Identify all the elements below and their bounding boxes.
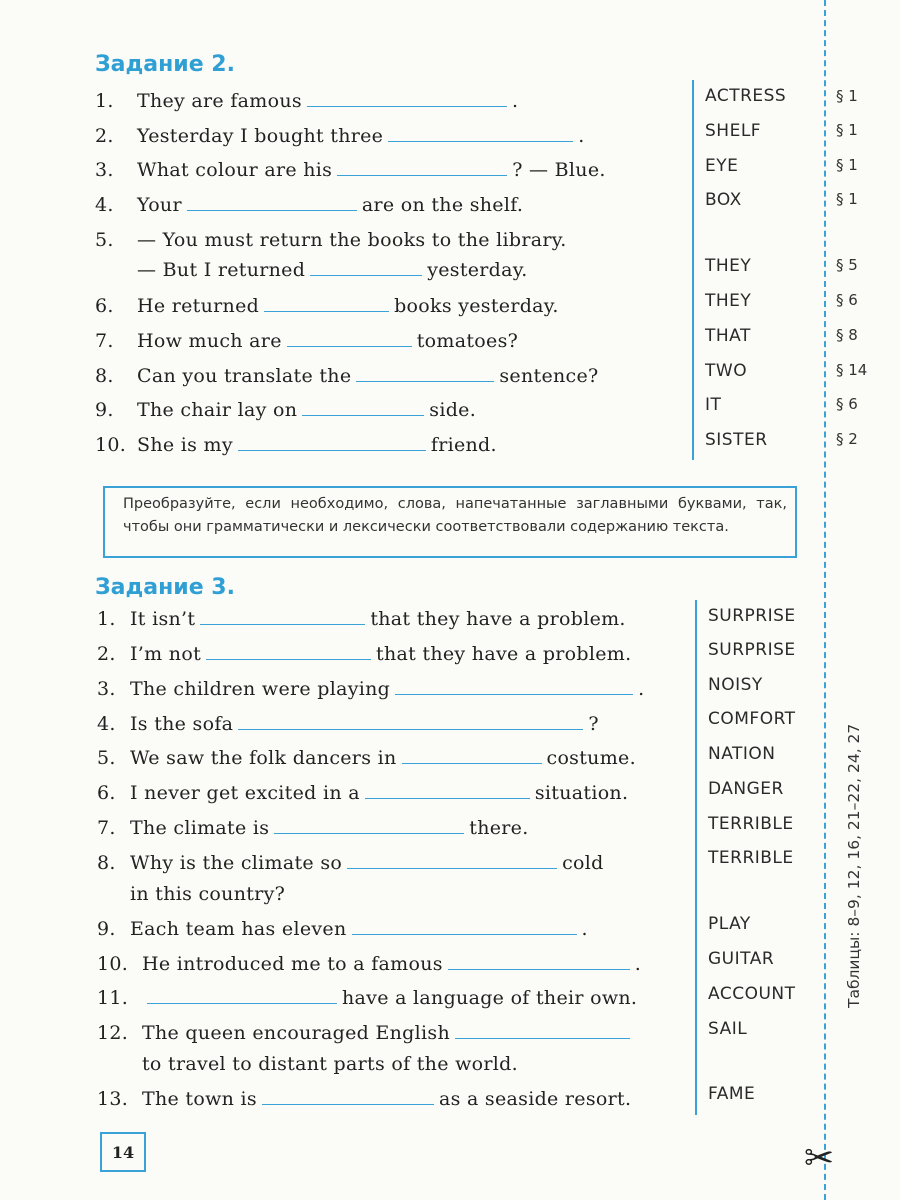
task3-item-7	[97, 816, 529, 840]
answer-blank[interactable]	[264, 297, 389, 312]
sentence-part: The climate is	[130, 817, 270, 839]
grammar-ref: § 1	[836, 156, 858, 174]
grammar-ref: § 1	[836, 87, 858, 105]
sentence-part: The children were playing	[130, 678, 391, 700]
task3-item-8	[97, 851, 604, 875]
sentence-part: friend.	[430, 434, 497, 456]
answer-blank[interactable]	[262, 1090, 434, 1105]
grammar-ref: § 14	[836, 361, 868, 379]
item-number: 9.	[97, 918, 116, 940]
answer-blank[interactable]	[310, 261, 422, 276]
item-number: 7.	[95, 330, 114, 352]
sentence-part: that they have a problem.	[376, 643, 632, 665]
sentence-part: costume.	[546, 747, 636, 769]
sentence-part: — You must return the books to the library.	[137, 229, 567, 251]
task3-item-13	[97, 1087, 631, 1111]
keyword: NATION	[708, 744, 776, 764]
keyword: SAIL	[708, 1019, 748, 1039]
answer-blank[interactable]	[302, 401, 424, 416]
scissors-icon: ✂	[804, 1138, 835, 1179]
sentence-part: .	[578, 125, 585, 147]
item-number: 13.	[97, 1088, 129, 1110]
answer-blank[interactable]	[352, 920, 577, 935]
sentence-part: It isn’t	[130, 608, 196, 630]
answer-blank[interactable]	[448, 955, 630, 970]
grammar-ref: § 6	[836, 291, 858, 309]
task2-item-5-line2	[137, 258, 528, 282]
item-number: 3.	[95, 159, 114, 181]
keyword: SISTER	[705, 430, 768, 450]
sentence-part: The chair lay on	[137, 399, 298, 421]
sentence-part: We saw the folk dancers in	[130, 747, 397, 769]
answer-blank[interactable]	[238, 436, 426, 451]
keyword: SURPRISE	[708, 640, 796, 660]
answer-blank[interactable]	[365, 784, 530, 799]
keyword: TERRIBLE	[708, 848, 794, 868]
answer-blank[interactable]	[206, 645, 371, 660]
task2-item-4	[95, 193, 523, 217]
sentence-part: Each team has eleven	[130, 918, 347, 940]
task3-item-1	[97, 607, 626, 631]
answer-blank[interactable]	[147, 989, 337, 1004]
tables-reference: Таблицы: 8–9, 12, 16, 21–22, 24, 27	[845, 723, 863, 1008]
sentence-part: He introduced me to a famous	[142, 953, 443, 975]
cut-line	[824, 0, 826, 1200]
task3-heading: Задание 3.	[95, 575, 235, 600]
sentence-part: ? — Blue.	[512, 159, 606, 181]
page-number: 14	[100, 1132, 146, 1172]
task3-item-10	[97, 952, 641, 976]
grammar-ref: § 8	[836, 326, 858, 344]
task2-item-6	[95, 294, 559, 318]
sentence-part: What colour are his	[137, 159, 333, 181]
sentence-part: Yesterday I bought three	[137, 125, 384, 147]
answer-blank[interactable]	[238, 715, 583, 730]
task3-item-5	[97, 746, 636, 770]
answer-blank[interactable]	[287, 332, 412, 347]
sentence-part: I never get excited in a	[130, 782, 360, 804]
item-number: 2.	[97, 643, 116, 665]
answer-blank[interactable]	[388, 127, 573, 142]
item-number: 2.	[95, 125, 114, 147]
item-number: 9.	[95, 399, 114, 421]
sentence-part: have a language of their own.	[342, 987, 638, 1009]
grammar-ref: § 1	[836, 190, 858, 208]
task2-item-8	[95, 364, 599, 388]
keyword: BOX	[705, 190, 742, 210]
item-number: 5.	[95, 229, 114, 251]
sentence-part: in this country?	[130, 883, 286, 905]
item-number: 10.	[97, 953, 129, 975]
sentence-part: books yesterday.	[394, 295, 559, 317]
item-number: 10.	[95, 434, 127, 456]
task3-item-3	[97, 677, 644, 701]
keyword: SHELF	[705, 121, 762, 141]
sentence-part: to travel to distant parts of the world.	[142, 1053, 518, 1075]
sentence-part: are on the shelf.	[361, 194, 524, 216]
task3-item-11	[97, 986, 637, 1010]
item-number: 1.	[95, 90, 114, 112]
answer-blank[interactable]	[307, 92, 507, 107]
task2-item-9	[95, 398, 476, 422]
keyword: ACCOUNT	[708, 984, 796, 1004]
task3-item-12-line2	[142, 1052, 518, 1076]
sentence-part: I’m not	[130, 643, 202, 665]
column-divider	[695, 600, 697, 1115]
answer-blank[interactable]	[395, 680, 633, 695]
sentence-part: .	[638, 678, 645, 700]
keyword: NOISY	[708, 675, 763, 695]
keyword: EYE	[705, 156, 739, 176]
sentence-part: cold	[562, 852, 604, 874]
column-divider	[692, 80, 694, 460]
item-number: 4.	[95, 194, 114, 216]
item-number: 12.	[97, 1022, 129, 1044]
keyword: PLAY	[708, 914, 751, 934]
sentence-part: there.	[469, 817, 529, 839]
task2-item-1	[95, 89, 518, 113]
task3-item-4	[97, 712, 599, 736]
task2-item-2	[95, 124, 585, 148]
keyword: GUITAR	[708, 949, 775, 969]
item-number: 5.	[97, 747, 116, 769]
answer-blank[interactable]	[274, 819, 464, 834]
task3-item-6	[97, 781, 628, 805]
item-number: 6.	[97, 782, 116, 804]
keyword: IT	[705, 395, 722, 415]
task2-item-3	[95, 158, 606, 182]
task2-heading: Задание 2.	[95, 52, 235, 77]
keyword: THAT	[705, 326, 751, 346]
keyword: ACTRESS	[705, 86, 787, 106]
keyword: SURPRISE	[708, 606, 796, 626]
sentence-part: tomatoes?	[416, 330, 519, 352]
sentence-part: Can you translate the	[137, 365, 352, 387]
answer-blank[interactable]	[200, 610, 365, 625]
item-number: 3.	[97, 678, 116, 700]
sentence-part: — But I returned	[137, 259, 306, 281]
sentence-part: sentence?	[499, 365, 599, 387]
keyword: TERRIBLE	[708, 814, 794, 834]
item-number: 8.	[95, 365, 114, 387]
answer-blank[interactable]	[356, 367, 494, 382]
sentence-part: He returned	[137, 295, 260, 317]
item-number: 1.	[97, 608, 116, 630]
sentence-part: The town is	[142, 1088, 257, 1110]
sentence-part: .	[581, 918, 588, 940]
keyword: DANGER	[708, 779, 784, 799]
answer-blank[interactable]	[402, 749, 542, 764]
item-number: 8.	[97, 852, 116, 874]
grammar-ref: § 1	[836, 121, 858, 139]
sentence-part: yesterday.	[427, 259, 528, 281]
keyword: COMFORT	[708, 709, 796, 729]
task3-item-2	[97, 642, 631, 666]
sentence-part: Your	[137, 194, 182, 216]
sentence-part: situation.	[534, 782, 629, 804]
task3-item-8-line2	[130, 882, 285, 906]
answer-blank[interactable]	[337, 161, 507, 176]
sentence-part: .	[634, 953, 642, 975]
task2-item-10	[95, 433, 497, 457]
item-number: 7.	[97, 817, 116, 839]
answer-blank[interactable]	[455, 1024, 630, 1039]
sentence-part: Why is the climate so	[130, 852, 343, 874]
sentence-part: side.	[429, 399, 477, 421]
item-number: 4.	[97, 713, 116, 735]
answer-blank[interactable]	[347, 854, 557, 869]
task2-item-5-line1	[95, 228, 567, 252]
task2-item-7	[95, 329, 518, 353]
grammar-ref: § 5	[836, 256, 858, 274]
grammar-ref: § 2	[836, 430, 858, 448]
sentence-part: .	[511, 90, 519, 112]
keyword: TWO	[705, 361, 748, 381]
keyword: THEY	[705, 256, 752, 276]
keyword: THEY	[705, 291, 752, 311]
item-number: 6.	[95, 295, 114, 317]
grammar-ref: § 6	[836, 395, 858, 413]
task3-item-12	[97, 1021, 635, 1045]
task3-item-9	[97, 917, 588, 941]
sentence-part: The queen encouraged English	[142, 1022, 450, 1044]
sentence-part: as a seaside resort.	[438, 1088, 632, 1110]
sentence-part: Is the sofa	[130, 713, 234, 735]
sentence-part: How much are	[137, 330, 282, 352]
sentence-part: They are famous	[137, 90, 302, 112]
sentence-part: ?	[588, 713, 599, 735]
answer-blank[interactable]	[187, 196, 357, 211]
sentence-part: that they have a problem.	[370, 608, 626, 630]
instruction-box: Преобразуйте, если необходимо, слова, напечатанные заглавными буквами, так, чтобы они грамматически и лексически соответствовали содержанию текста.	[103, 486, 797, 558]
item-number: 11.	[97, 987, 129, 1009]
keyword: FAME	[708, 1084, 756, 1104]
sentence-part: She is my	[137, 434, 233, 456]
